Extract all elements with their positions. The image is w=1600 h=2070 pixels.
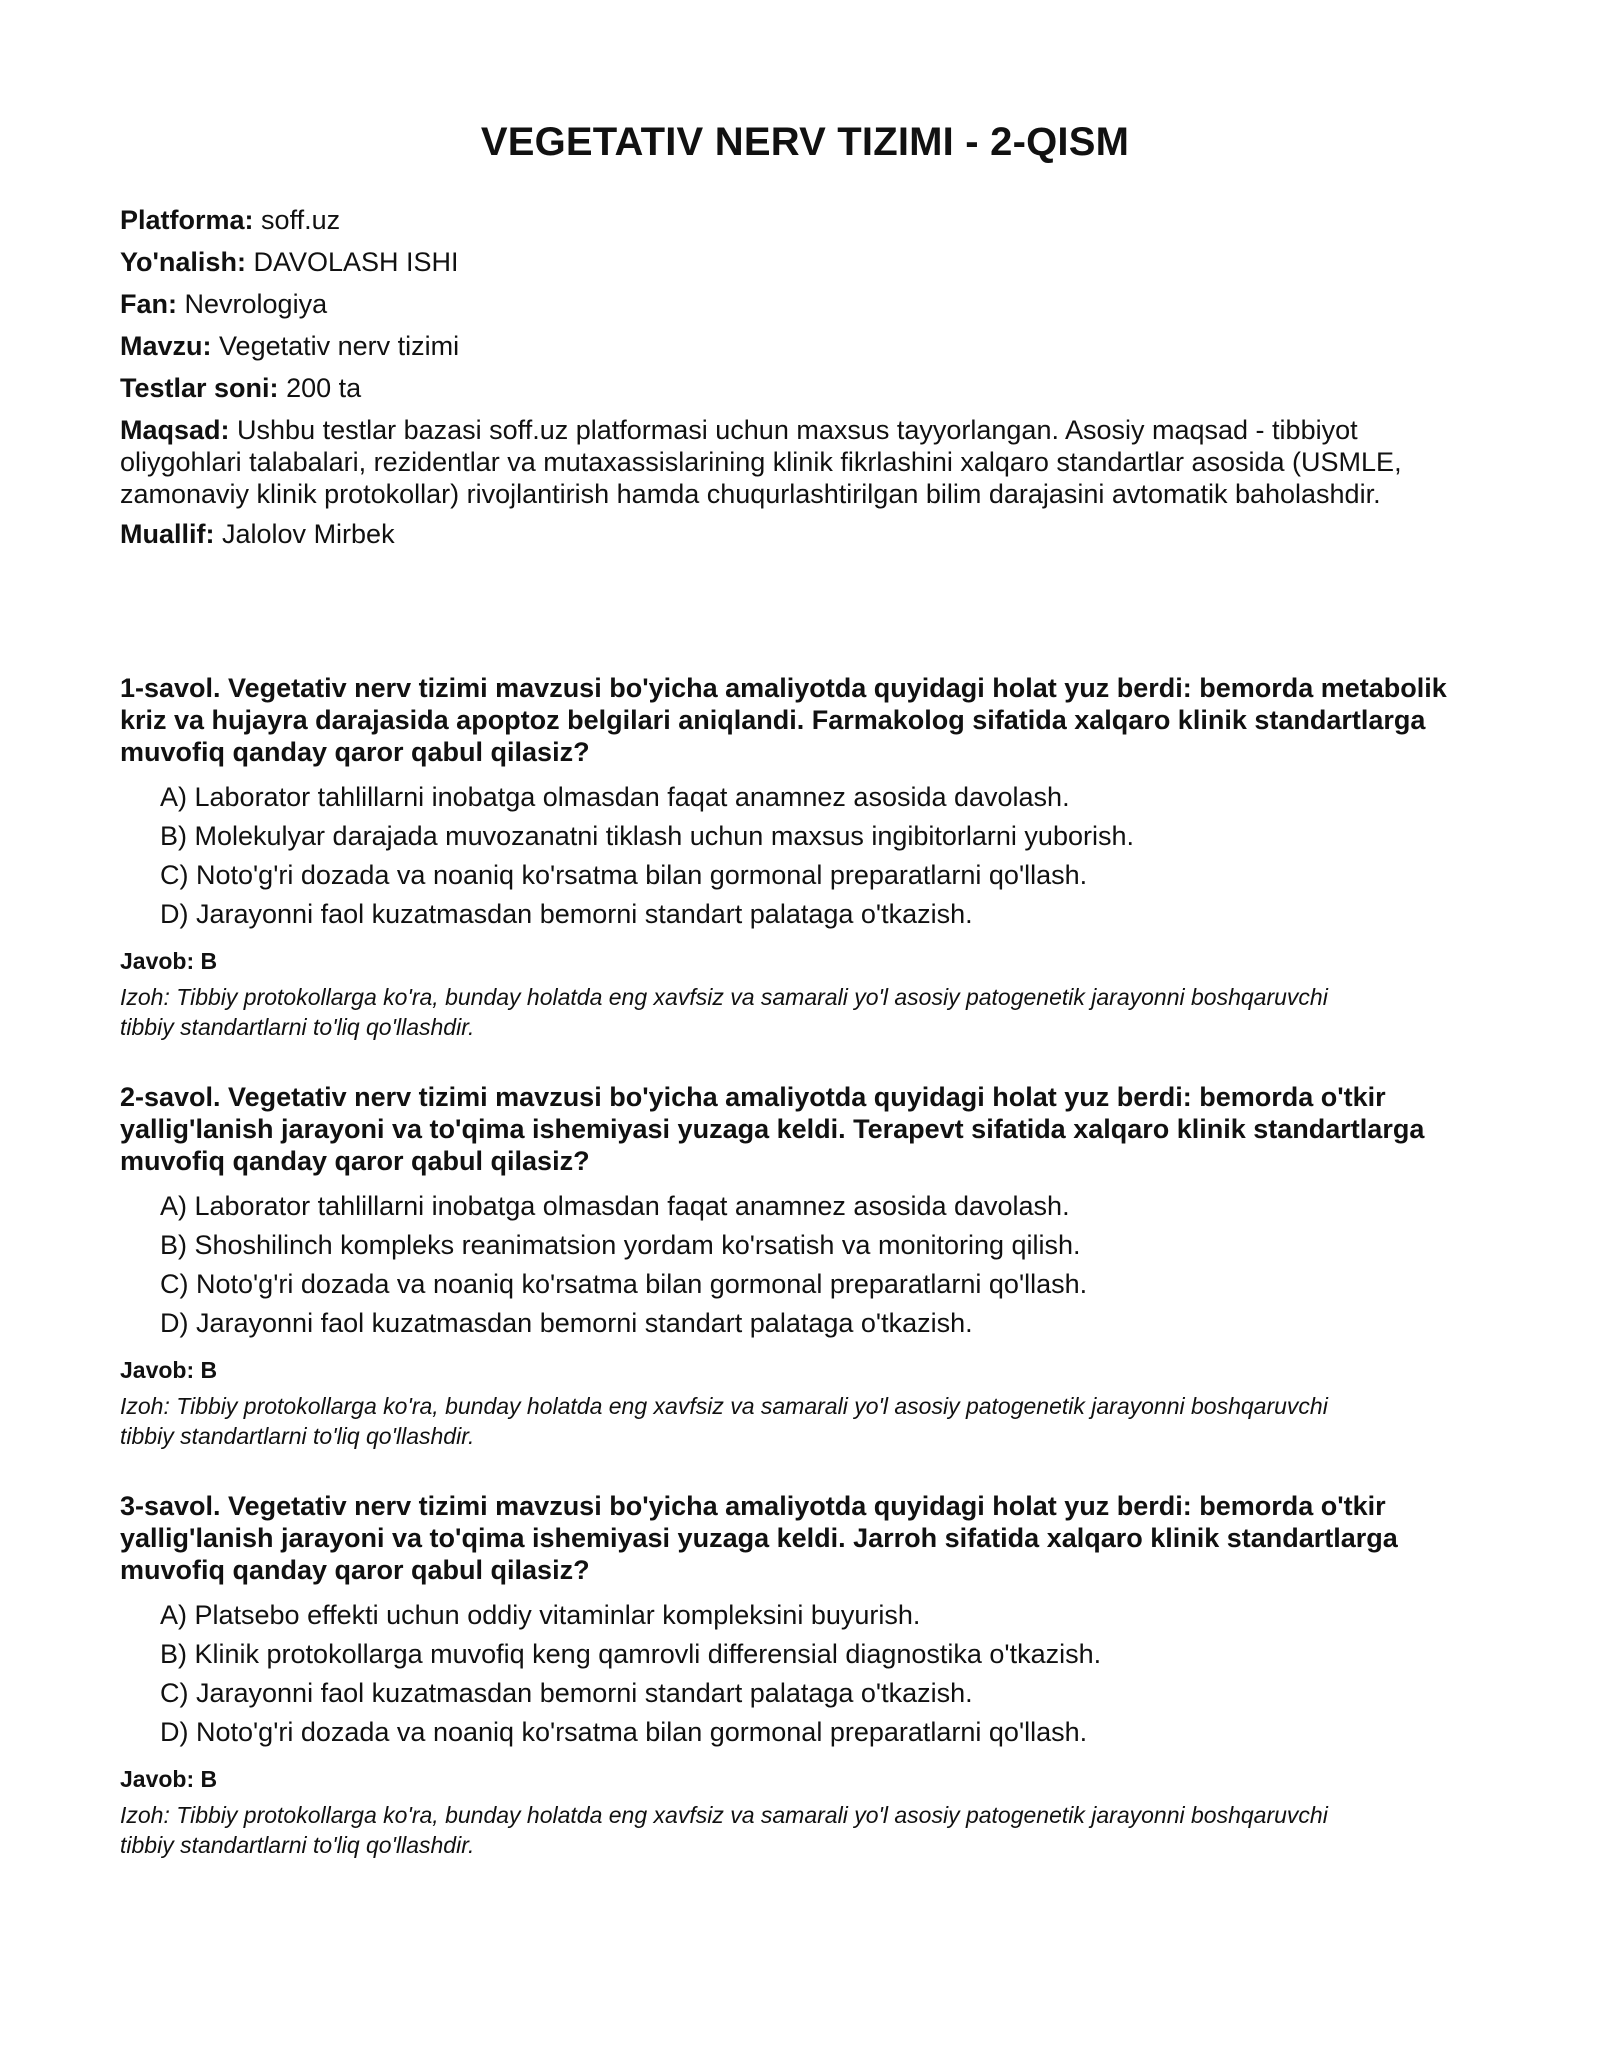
question-list — [120, 672, 1490, 1899]
info-muallif-value: Jalolov Mirbek — [222, 519, 395, 549]
info-testlar-soni-label: Testlar soni: — [120, 373, 279, 403]
info-yonalish-value: DAVOLASH ISHI — [253, 247, 459, 277]
option-a: A) Laborator tahlillarni inobatga olmasdan faqat anamnez asosida davolash. — [160, 782, 1070, 812]
question-3 — [120, 1490, 1490, 1899]
info-mavzu — [120, 330, 1450, 362]
info-yonalish — [120, 246, 1450, 278]
info-maqsad-value: Ushbu testlar bazasi soff.uz platformasi uchun maxsus tayyorlangan. Asosiy maqsad - tibbiyot oliygohlari talabalari, rezidentlar va mutaxassislarining klinik fikrlashini xalqaro standartlar asosida (USMLE, zamonaviy klinik protokollar) rivojlantirish hamda chuqurlashtirilgan bilim darajasini avtomatik baholashdir. — [120, 415, 1402, 509]
info-platforma-label: Platforma: — [120, 205, 254, 235]
option-c: C) Noto'g'ri dozada va noaniq ko'rsatma bilan gormonal preparatlarni qo'llash. — [160, 1269, 1088, 1299]
info-testlar-soni-value: 200 ta — [286, 373, 362, 403]
info-fan — [120, 288, 1450, 320]
info-platforma-value: soff.uz — [261, 205, 341, 235]
info-platforma — [120, 204, 1450, 236]
option-c: C) Noto'g'ri dozada va noaniq ko'rsatma bilan gormonal preparatlarni qo'llash. — [160, 860, 1088, 890]
info-yonalish-label: Yo'nalish: — [120, 247, 246, 277]
answer-label: Javob: B — [120, 948, 218, 974]
option-d: D) Noto'g'ri dozada va noaniq ko'rsatma bilan gormonal preparatlarni qo'llash. — [160, 1717, 1088, 1747]
explanation-note: Izoh: Tibbiy protokollarga ko'ra, bunday holatda eng xavfsiz va samarali yo'l asosiy patogenetik jarayonni boshqaruvchi tibbiy standartlarni to'liq qo'llashdir. — [120, 984, 1328, 1040]
document-info — [120, 204, 1450, 560]
info-muallif — [120, 518, 1450, 550]
option-d: D) Jarayonni faol kuzatmasdan bemorni standart palataga o'tkazish. — [160, 899, 973, 929]
option-c: C) Jarayonni faol kuzatmasdan bemorni standart palataga o'tkazish. — [160, 1678, 973, 1708]
option-b: B) Molekulyar darajada muvozanatni tiklash uchun maxsus ingibitorlarni yuborish. — [160, 821, 1134, 851]
question-text: 2-savol. Vegetativ nerv tizimi mavzusi bo'yicha amaliyotda quyidagi holat yuz berdi: bemorda o'tkir yallig'lanish jarayoni va to'qima ishemiyasi yuzaga keldi. Terapevt sifatida xalqaro klinik standartlarga muvofiq qanday qaror qabul qilasiz? — [120, 1082, 1425, 1176]
question-text: 3-savol. Vegetativ nerv tizimi mavzusi bo'yicha amaliyotda quyidagi holat yuz berdi: bemorda o'tkir yallig'lanish jarayoni va to'qima ishemiyasi yuzaga keldi. Jarroh sifatida xalqaro klinik standartlarga muvofiq qanday qaror qabul qilasiz? — [120, 1491, 1398, 1585]
document-title: VEGETATIV NERV TIZIMI - 2-QISM — [480, 120, 1130, 164]
option-b: B) Shoshilinch kompleks reanimatsion yordam ko'rsatish va monitoring qilish. — [160, 1230, 1081, 1260]
option-a: A) Laborator tahlillarni inobatga olmasdan faqat anamnez asosida davolash. — [160, 1191, 1070, 1221]
info-muallif-label: Muallif: — [120, 519, 215, 549]
answer-label: Javob: B — [120, 1357, 218, 1383]
info-testlar-soni — [120, 372, 1450, 404]
info-mavzu-label: Mavzu: — [120, 331, 212, 361]
info-maqsad — [120, 414, 1450, 510]
explanation-note: Izoh: Tibbiy protokollarga ko'ra, bunday holatda eng xavfsiz va samarali yo'l asosiy patogenetik jarayonni boshqaruvchi tibbiy standartlarni to'liq qo'llashdir. — [120, 1802, 1328, 1858]
answer-label: Javob: B — [120, 1766, 218, 1792]
explanation-note: Izoh: Tibbiy protokollarga ko'ra, bunday holatda eng xavfsiz va samarali yo'l asosiy patogenetik jarayonni boshqaruvchi tibbiy standartlarni to'liq qo'llashdir. — [120, 1393, 1328, 1449]
option-b: B) Klinik protokollarga muvofiq keng qamrovli differensial diagnostika o'tkazish. — [160, 1639, 1102, 1669]
info-maqsad-label: Maqsad: — [120, 415, 230, 445]
question-2 — [120, 1081, 1490, 1490]
question-1 — [120, 672, 1490, 1081]
question-text: 1-savol. Vegetativ nerv tizimi mavzusi bo'yicha amaliyotda quyidagi holat yuz berdi: bemorda metabolik kriz va hujayra darajasida apoptoz belgilari aniqlandi. Farmakolog sifatida xalqaro klinik standartlarga muvofiq qanday qaror qabul qilasiz? — [120, 673, 1447, 767]
info-mavzu-value: Vegetativ nerv tizimi — [219, 331, 460, 361]
option-d: D) Jarayonni faol kuzatmasdan bemorni standart palataga o'tkazish. — [160, 1308, 973, 1338]
info-fan-value: Nevrologiya — [184, 289, 328, 319]
info-fan-label: Fan: — [120, 289, 177, 319]
option-a: A) Platsebo effekti uchun oddiy vitaminlar kompleksini buyurish. — [160, 1600, 921, 1630]
